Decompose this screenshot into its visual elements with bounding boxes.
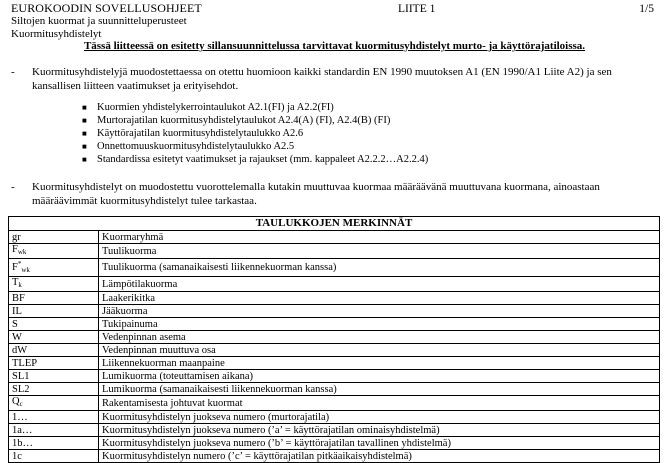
symbol: 1c	[12, 450, 22, 462]
bullet-item	[82, 140, 428, 153]
table-row	[9, 396, 660, 411]
bullet-text: Murtorajatilan kuormitusyhdistelytaulukot A2.4(A) (FI), A2.4(B) (FI)	[97, 115, 391, 126]
symbol-cell	[9, 292, 99, 305]
document-title: EUROKOODIN SOVELLUSOHJEET	[11, 1, 202, 15]
notation-table	[8, 216, 660, 463]
bullet-item	[82, 153, 428, 166]
symbol: IL	[12, 305, 22, 317]
table-row	[9, 305, 660, 318]
bullet-item	[82, 101, 428, 114]
description-cell: Kuormitusyhdistelyn juokseva numero (murtorajatila)	[99, 411, 660, 424]
symbol-cell	[9, 231, 99, 244]
bullet-marker: ■	[82, 129, 87, 138]
symbol-cell	[9, 370, 99, 383]
symbol-subscript: wk	[17, 248, 27, 256]
symbol-cell	[9, 437, 99, 450]
symbol: S	[12, 318, 18, 330]
symbol-cell	[9, 450, 99, 463]
description-cell: Tuulikuorma (samanaikaisesti liikennekuorman kanssa)	[99, 259, 660, 277]
paragraph-2	[11, 180, 651, 208]
symbol-cell	[9, 344, 99, 357]
table-heading: TAULUKKOJEN MERKINNÄT	[9, 217, 660, 231]
table-row	[9, 424, 660, 437]
symbol-cell	[9, 331, 99, 344]
symbol: 1b…	[12, 437, 33, 449]
symbol: T	[12, 277, 19, 288]
symbol-cell	[9, 259, 99, 277]
description-cell: Rakentamisesta johtuvat kuormat	[99, 396, 660, 411]
bullet-marker: ■	[82, 142, 87, 151]
table-row	[9, 357, 660, 370]
symbol: gr	[12, 231, 21, 243]
table-body	[9, 231, 660, 463]
table-row	[9, 411, 660, 424]
dash-marker: -	[11, 181, 15, 193]
description-cell: Lumikuorma (toteuttamisen aikana)	[99, 370, 660, 383]
description-cell: Tuulikuorma	[99, 244, 660, 259]
symbol-cell	[9, 411, 99, 424]
table-row	[9, 437, 660, 450]
bullet-text: Kuormien yhdistelykerrointaulukot A2.1(FI) ja A2.2(FI)	[97, 102, 334, 113]
symbol: F	[12, 244, 18, 255]
table-row	[9, 292, 660, 305]
bullet-text: Käyttörajatilan kuormitusyhdistelytaulukko A2.6	[97, 128, 304, 139]
bullet-text: Standardissa esitetyt vaatimukset ja rajaukset (mm. kappaleet A2.2.2…A2.2.4)	[97, 154, 429, 165]
document-subtitle-2: Kuormitusyhdistelyt	[11, 28, 102, 40]
description-cell: Lumikuorma (samanaikaisesti liikennekuorman kanssa)	[99, 383, 660, 396]
bullet-item	[82, 127, 428, 140]
symbol-cell	[9, 244, 99, 259]
page-header	[11, 1, 654, 41]
symbol: dW	[12, 344, 28, 356]
symbol: W	[12, 331, 22, 343]
table-header-row	[9, 217, 660, 231]
symbol: 1…	[12, 411, 28, 423]
symbol-superscript: *	[17, 260, 22, 268]
description-cell: Kuormaryhmä	[99, 231, 660, 244]
bullet-marker: ■	[82, 103, 87, 112]
symbol-cell	[9, 383, 99, 396]
symbol: SL1	[12, 370, 30, 382]
symbol: BF	[12, 292, 25, 304]
symbol-cell	[9, 396, 99, 411]
document-subtitle-1: Siltojen kuormat ja suunnitteluperusteet	[11, 15, 187, 27]
description-cell: Vedenpinnan asema	[99, 331, 660, 344]
symbol: TLEP	[12, 357, 38, 369]
description-cell: Kuormitusyhdistelyn juokseva numero (’b’ = käyttörajatilan tavallinen yhdistelmä)	[99, 437, 660, 450]
symbol-cell	[9, 305, 99, 318]
table-row	[9, 244, 660, 259]
dash-marker: -	[11, 66, 15, 78]
table-row	[9, 383, 660, 396]
section-title: Tässä liitteessä on esitetty sillansuunnittelussa tarvittavat kuormitusyhdistelyt murto- ja käyttörajatiloissa.	[83, 40, 586, 52]
table-row	[9, 318, 660, 331]
bullet-list	[82, 101, 428, 166]
bullet-marker: ■	[82, 116, 87, 125]
symbol: 1a…	[12, 424, 33, 436]
appendix-label: LIITE 1	[398, 3, 436, 15]
symbol-subscript: c	[19, 400, 23, 408]
symbol: SL2	[12, 383, 30, 395]
symbol-subscript: k	[18, 281, 22, 289]
table-row	[9, 259, 660, 277]
paragraph-1	[11, 65, 651, 93]
description-cell: Lämpötilakuorma	[99, 277, 660, 292]
description-cell: Kuormitusyhdistelyn juokseva numero (’a’ = käyttörajatilan ominaisyhdistelmä)	[99, 424, 660, 437]
description-cell: Kuormitusyhdistelyn numero (’c’ = käyttörajatilan pitkäaikaisyhdistelmä)	[99, 450, 660, 463]
symbol-cell	[9, 424, 99, 437]
table-row	[9, 277, 660, 292]
description-cell: Jääkuorma	[99, 305, 660, 318]
description-cell: Laakerikitka	[99, 292, 660, 305]
symbol-cell	[9, 277, 99, 292]
symbol: Q	[12, 396, 20, 407]
table-row	[9, 344, 660, 357]
page-number: 1/5	[639, 3, 654, 15]
symbol-cell	[9, 318, 99, 331]
symbol: F	[12, 262, 18, 273]
paragraph-2-text: Kuormitusyhdistelyt on muodostettu vuorottelemalla kutakin muuttuvaa kuormaa määräävänä muuttuvana kuormana, ainoastaan määräävimmät kuormitusyhdistelyt tulee tarkastaa.	[32, 181, 600, 207]
table-row	[9, 370, 660, 383]
table-row	[9, 331, 660, 344]
description-cell: Tukipainuma	[99, 318, 660, 331]
description-cell: Liikennekuorman maanpaine	[99, 357, 660, 370]
bullet-item	[82, 114, 428, 127]
bullet-text: Onnettomuuskuormitusyhdistelytaulukko A2.5	[97, 141, 295, 152]
table-row	[9, 450, 660, 463]
symbol-subscript: wk	[21, 266, 30, 274]
description-cell: Vedenpinnan muuttuva osa	[99, 344, 660, 357]
paragraph-1-text: Kuormitusyhdistelyjä muodostettaessa on otettu huomioon kaikki standardin EN 1990 muutoksen A1 (EN 1990/A1 Liite A2) ja sen kansallisen liitteen vaatimukset ja erityisehdot.	[32, 66, 612, 92]
symbol-cell	[9, 357, 99, 370]
table-row	[9, 231, 660, 244]
bullet-marker: ■	[82, 155, 87, 164]
